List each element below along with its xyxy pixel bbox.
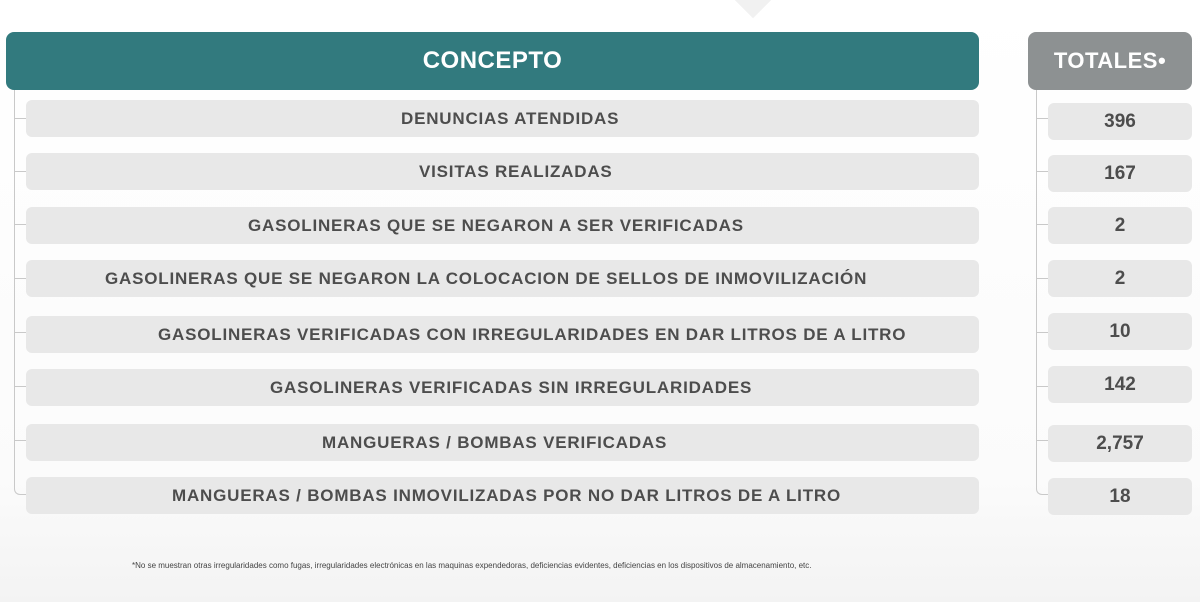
total-cell-visitas: 167 bbox=[1048, 155, 1192, 192]
total-cell-denuncias: 396 bbox=[1048, 103, 1192, 140]
right-tick bbox=[1036, 332, 1048, 333]
left-tick bbox=[14, 171, 26, 172]
total-cell-sin-irregularidades: 142 bbox=[1048, 366, 1192, 403]
concept-row-visitas: VISITAS REALIZADAS bbox=[26, 153, 979, 190]
left-tick bbox=[14, 440, 26, 441]
concept-row-con-irregularidades: GASOLINERAS VERIFICADAS CON IRREGULARIDADES EN DAR LITROS DE A LITRO bbox=[26, 316, 979, 353]
concept-row-denuncias: DENUNCIAS ATENDIDAS bbox=[26, 100, 979, 137]
concept-row-mangueras-inmovilizadas: MANGUERAS / BOMBAS INMOVILIZADAS POR NO DAR LITROS DE A LITRO bbox=[26, 477, 979, 514]
concept-row-sin-irregularidades: GASOLINERAS VERIFICADAS SIN IRREGULARIDADES bbox=[26, 369, 979, 406]
right-tick bbox=[1036, 386, 1048, 387]
total-cell-con-irregularidades: 10 bbox=[1048, 313, 1192, 350]
header-concepto: CONCEPTO bbox=[6, 32, 979, 90]
total-cell-negaron-sellos: 2 bbox=[1048, 260, 1192, 297]
total-cell-mangueras-verificadas: 2,757 bbox=[1048, 425, 1192, 462]
footnote: *No se muestran otras irregularidades como fugas, irregularidades electrónicas en las maquinas expendedoras, deficiencias evidentes, deficiencias en los dispositivos de almacenamiento, etc. bbox=[132, 561, 812, 570]
concept-row-negaron-sellos: GASOLINERAS QUE SE NEGARON LA COLOCACION DE SELLOS DE INMOVILIZACIÓN bbox=[26, 260, 979, 297]
right-tick bbox=[1036, 224, 1048, 225]
right-tick bbox=[1036, 118, 1048, 119]
left-tick bbox=[14, 332, 26, 333]
right-tick bbox=[1036, 171, 1048, 172]
total-cell-negaron-verificadas: 2 bbox=[1048, 207, 1192, 244]
left-tick bbox=[14, 278, 26, 279]
left-tick bbox=[14, 386, 26, 387]
total-cell-mangueras-inmovilizadas: 18 bbox=[1048, 478, 1192, 515]
concept-row-negaron-verificadas: GASOLINERAS QUE SE NEGARON A SER VERIFICADAS bbox=[26, 207, 979, 244]
concept-row-mangueras-verificadas: MANGUERAS / BOMBAS VERIFICADAS bbox=[26, 424, 979, 461]
right-tick bbox=[1036, 278, 1048, 279]
left-tick bbox=[14, 118, 26, 119]
left-tick bbox=[14, 224, 26, 225]
header-totales: TOTALES• bbox=[1028, 32, 1192, 90]
top-notch-decoration bbox=[732, 0, 774, 18]
right-tick bbox=[1036, 440, 1048, 441]
